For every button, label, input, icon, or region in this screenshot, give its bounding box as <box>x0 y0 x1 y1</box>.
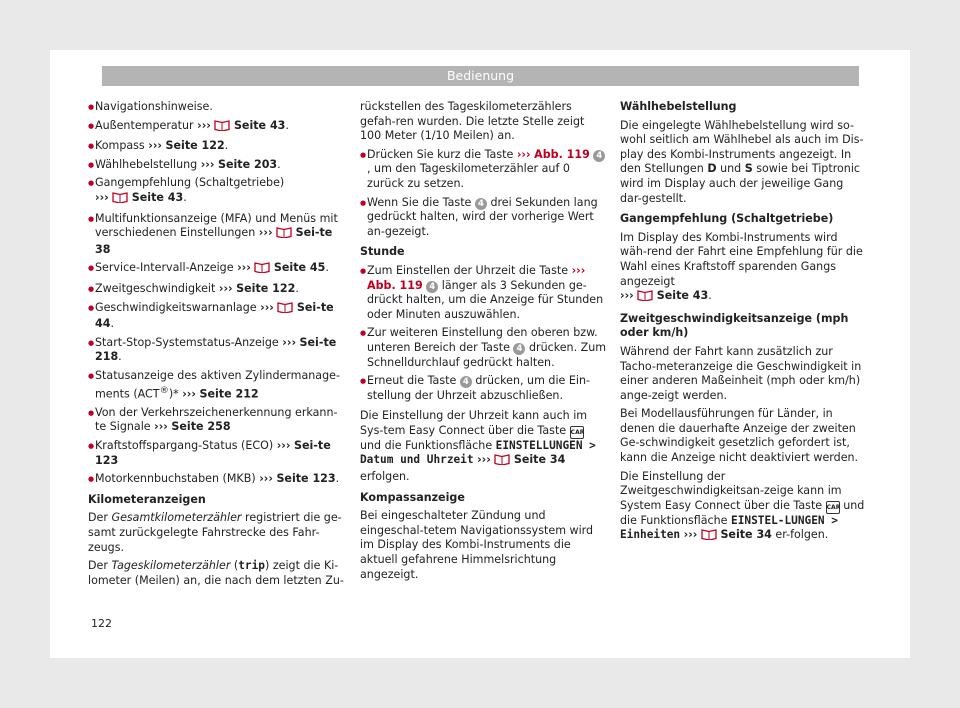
car-key-icon: CAR <box>826 501 840 514</box>
list-item: ● Wählhebelstellung ››› Seite 203. <box>88 158 346 173</box>
list-item: ● Wenn Sie die Taste 4 drei Sekunden lang gedrückt halten, wird der vorherige Wert an-gezeigt. <box>360 196 608 240</box>
page-reference[interactable]: Seite 123 <box>276 472 336 486</box>
paragraph: rückstellen des Tageskilometerzählers gefah-ren wurden. Die letzte Stelle zeigt 100 Meter (1/10 Meilen) an. <box>360 100 585 143</box>
car-key-icon: CAR <box>570 426 584 439</box>
list-item: ● Kraftstoffspargang-Status (ECO) ››› Sei-te 123 <box>88 439 346 468</box>
page-reference[interactable]: Seite 258 <box>171 420 231 434</box>
arrow-icon: ››› <box>276 438 291 452</box>
paragraph: Der Tageskilometerzähler (trip) zeigt die Ki-lometer (Meilen) an, die nach dem letzten Zu- <box>88 559 344 587</box>
book-icon <box>254 261 270 278</box>
page-reference[interactable]: Seite 43 <box>656 289 709 303</box>
arrow-icon: ››› <box>477 453 491 467</box>
paragraph: Bei eingeschalteter Zündung und eingeschal-tetem Navigationssystem wird im Display des Kombi-Instruments die aktuell gefahrene Himmelsrichtung angezeigt. <box>360 509 594 581</box>
arrow-icon: ››› <box>218 281 233 295</box>
list-item: ● Außentemperatur ››› Seite 43. <box>88 119 346 136</box>
paragraph: Die Einstellung der Zweitgeschwindigkeitsan-zeige kann im System Easy Connect über die Taste CAR und die Funktionsfläche EINSTEL-LUNGEN > Einheiten ››› Seite 34 er-folgen. <box>620 470 865 545</box>
page-reference[interactable]: Seite 45 <box>273 261 326 275</box>
arrow-icon: ››› <box>200 157 215 171</box>
arrow-icon: ››› <box>282 335 297 349</box>
arrow-icon: ››› <box>259 472 273 486</box>
list-item: ● Kompass ››› Seite 122. <box>88 139 346 154</box>
arrow-icon: ››› <box>683 528 698 542</box>
list-item: ● Navigationshinweise. <box>88 100 346 115</box>
list-item: ● Zum Einstellen der Uhrzeit die Taste ››› Abb. 119 4 länger als 3 Sekunden ge-drückt halten, um die Anzeige für Stunden oder Minuten auszuwählen. <box>360 264 608 322</box>
paragraph: Die eingelegte Wählhebelstellung wird so-wohl seitlich am Wählhebel als auch im Dis-play des Kombi-Instruments angezeigt. In den Stellungen D und S sowie bei Tiptronic wird im Display auch der jeweilige Gang dar-gestellt. <box>620 118 864 205</box>
paragraph: Bei Modellausführungen für Länder, in denen die dauerhafte Anzeige der zweiten Ge-schwindigkeit gesetzlich gefordert ist, kann die Anzeige nicht deaktiviert werden. <box>620 407 859 465</box>
paragraph: Die Einstellung der Uhrzeit kann auch im Sys-tem Easy Connect über die Taste CAR und die Funktionsfläche EINSTELLUNGEN > Datum und Uhrzeit ››› Seite 34 erfolgen. <box>360 409 596 484</box>
page-reference[interactable]: Seite 43 <box>233 118 286 132</box>
book-icon <box>277 301 293 318</box>
section-heading: Gangempfehlung (Schaltgetriebe) <box>620 212 834 226</box>
paragraph: Der Gesamtkilometerzähler registriert die ge-samt zurückgelegte Fahrstrecke des Fahr-zeugs. <box>88 511 342 554</box>
page-reference[interactable]: Seite 34 <box>513 453 566 467</box>
page-reference[interactable]: Sei-te 44 <box>95 300 334 331</box>
page-reference[interactable]: Seite 122 <box>236 281 296 295</box>
list-item: ● Gangempfehlung (Schaltgetriebe) ››› Seite 43. <box>88 176 346 207</box>
button-number-badge: 4 <box>460 376 472 388</box>
arrow-icon: ››› <box>148 139 162 153</box>
page-reference[interactable]: Seite 203 <box>217 157 278 171</box>
list-item: ● Zweitgeschwindigkeit ››› Seite 122. <box>88 282 346 297</box>
button-number-badge: 4 <box>593 150 605 162</box>
list-item: ● Multifunktionsanzeige (MFA) und Menüs mit verschiedenen Einstellungen ››› Sei-te 38 <box>88 212 346 258</box>
column-3 <box>620 100 865 549</box>
list-item: ● Service-Intervall-Anzeige ››› Seite 45. <box>88 261 346 278</box>
page-reference[interactable]: Seite 122 <box>165 139 225 153</box>
arrow-icon: ››› <box>260 300 274 314</box>
page-reference[interactable]: Seite 43 <box>131 190 184 204</box>
arrow-icon: ››› <box>154 420 168 434</box>
section-heading: Wählhebelstellung <box>620 100 737 113</box>
book-icon <box>637 289 653 306</box>
section-heading: Kilometeranzeigen <box>88 492 206 506</box>
list-item: ● Motorkennbuchstaben (MKB) ››› Seite 123. <box>88 472 346 487</box>
section-heading: Stunde <box>360 245 405 259</box>
page-reference[interactable]: Seite 212 <box>199 387 259 401</box>
arrow-icon: ››› <box>516 147 531 161</box>
arrow-icon: ››› <box>182 387 196 401</box>
list-item: ● Erneut die Taste 4 drücken, um die Ein-stellung der Uhrzeit abzuschließen. <box>360 374 608 403</box>
column-1 <box>88 100 346 592</box>
section-heading: Kompassanzeige <box>360 490 465 504</box>
book-icon <box>701 528 717 545</box>
list-item: ● Start-Stop-Systemstatus-Anzeige ››› Sei-te 218. <box>88 336 346 365</box>
page-header: Bedienung <box>102 66 859 86</box>
section-heading: Zweitgeschwindigkeitsanzeige (mph oder km/h) <box>620 311 849 340</box>
page-reference[interactable]: Sei-te 218 <box>95 335 337 364</box>
arrow-icon: ››› <box>571 263 586 277</box>
paragraph: Im Display des Kombi-Instruments wird wäh-rend der Fahrt eine Empfehlung für die Wahl eines Kraftstoff sparenden Gangs angezeigt ››› Seite 43. <box>620 231 865 306</box>
arrow-icon: ››› <box>237 261 251 275</box>
list-item: ● Geschwindigkeitswarnanlage ››› Sei-te 44. <box>88 301 346 332</box>
book-icon <box>214 119 230 136</box>
arrow-icon: ››› <box>95 190 109 204</box>
paragraph: Während der Fahrt kann zusätzlich zur Tacho-meteranzeige die Geschwindigkeit in einer anderen Maßeinheit (mph oder km/h) ange-zeigt werden. <box>620 344 862 402</box>
column-2 <box>360 100 608 586</box>
button-number-badge: 4 <box>475 198 487 210</box>
arrow-icon: ››› <box>620 289 634 303</box>
arrow-icon: ››› <box>258 226 273 240</box>
page-reference[interactable]: Seite 34 <box>720 528 772 542</box>
page-reference[interactable]: Sei-te 38 <box>95 226 333 256</box>
list-item: ● Statusanzeige des aktiven Zylindermanage-ments (ACT®)* ››› Seite 212 <box>88 369 346 402</box>
book-icon <box>494 453 510 470</box>
button-number-badge: 4 <box>426 281 438 293</box>
list-item: ● Von der Verkehrszeichenerkennung erkann-te Signale ››› Seite 258 <box>88 406 346 435</box>
list-item: ● Drücken Sie kurz die Taste ››› Abb. 119 4, um den Tageskilometerzähler auf 0 zurück zu setzen. <box>360 148 608 192</box>
page-reference[interactable]: Sei-te 123 <box>95 438 331 467</box>
arrow-icon: ››› <box>197 118 211 132</box>
page-number: 122 <box>91 617 112 630</box>
list-item: ● Zur weiteren Einstellung den oberen bzw. unteren Bereich der Taste 4 drücken. Zum Schnelldurchlauf gedrückt halten. <box>360 326 608 370</box>
figure-reference[interactable]: Abb. 119 <box>534 147 590 161</box>
book-icon <box>112 191 128 208</box>
button-number-badge: 4 <box>513 343 525 355</box>
figure-reference[interactable]: Abb. 119 <box>367 278 423 292</box>
book-icon <box>276 226 292 243</box>
